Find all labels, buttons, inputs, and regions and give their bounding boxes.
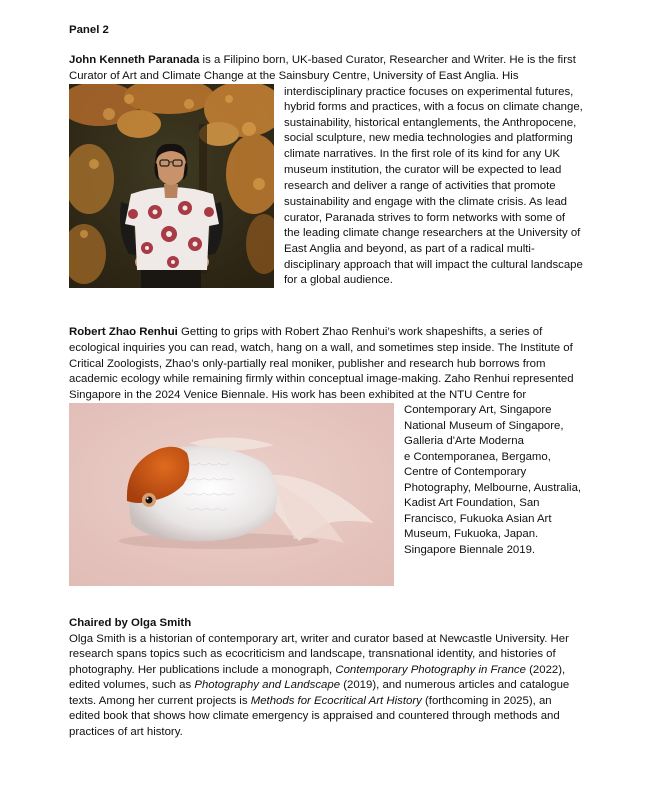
bio-line: climate narratives. In the first role of its kind for any UK	[284, 148, 561, 160]
bio-text: Getting to grips with Robert Zhao Renhui’s work shapeshifts, a series of	[177, 326, 543, 338]
bio-line: the leading climate change researchers at the University of	[284, 227, 581, 239]
book-title: Methods for Ecocritical Art History	[250, 694, 422, 707]
bio-line: museum institution, the curator will be expected to lead	[284, 164, 562, 176]
bio-line: Critical Zoologists, Zhao’s only-partially real moniker, publisher and research hub borrows from	[69, 357, 546, 370]
bio-line: practices of art history.	[69, 725, 183, 738]
bio-line: academic ecology while remaining firmly within conceptual image-making. Zaho Renhui represented	[69, 373, 574, 385]
bio-line	[69, 325, 542, 341]
bio-line: Olga Smith is a historian of contemporary art, writer and curator based at Newcastle University. Her	[69, 632, 569, 645]
bio-line: for a global audience.	[284, 274, 393, 286]
bio-text: (2022),	[525, 663, 566, 676]
bio-line: Centre of Contemporary	[404, 466, 527, 478]
speaker-name: Robert Zhao Renhui	[69, 326, 178, 338]
bio-line: East Anglia and beyond, as part of a radical multi-	[284, 242, 535, 255]
bio-line	[69, 694, 552, 710]
bio-text: (forthcoming in 2025), an	[421, 694, 552, 707]
speaker-name: John Kenneth Paranada	[69, 54, 200, 66]
chair-heading: Chaired by Olga Smith	[69, 617, 192, 629]
bio-text: photography. Her publications include a monograph,	[69, 663, 336, 676]
bio-line: Museum, Fukuoka, Japan.	[404, 528, 539, 540]
panel-title: Panel 2	[69, 24, 109, 36]
bio-line: social sculpture, new media technologies and platforming	[284, 132, 573, 144]
bio-line: sustainability, historical entanglements, the Anthropocene,	[284, 116, 577, 129]
bio-line	[69, 678, 569, 694]
bio-line: research and deliver a range of activities that promote	[284, 180, 556, 192]
book-title: Photography and Landscape	[194, 679, 341, 691]
bio-line: disciplinary approach that will impact the cultural landscape	[284, 258, 583, 271]
bio-line: Galleria d'Arte Moderna	[404, 435, 524, 447]
bio-text: is a Filipino born, UK-based Curator, Researcher and Writer. He is the first	[199, 54, 576, 66]
bio-line: sustainability and engage with the climate crisis. As lead	[284, 195, 568, 208]
bio-line: interdisciplinary practice focuses on experimental futures,	[284, 85, 574, 98]
bio-line: Curator of Art and Climate Change at the Sainsbury Centre, University of East Anglia. His	[69, 69, 519, 82]
speaker-photo-paranada	[69, 84, 274, 288]
bio-text: edited volumes, such as	[69, 679, 195, 691]
bio-line: Kadist Art Foundation, San	[404, 497, 540, 509]
bio-line	[69, 663, 565, 679]
bio-line	[69, 53, 576, 69]
bio-line: Contemporary Art, Singapore	[404, 404, 552, 416]
bio-line: curator, Paranada strives to form networks with some of	[284, 211, 566, 224]
bio-text: texts. Among her current projects is	[69, 694, 251, 707]
portrait-photo	[69, 84, 274, 288]
bio-line: edited book that shows how climate emergency is appraised and countered through methods and	[69, 710, 560, 722]
speaker-photo-zhao	[69, 403, 394, 586]
bio-line: Photography, Melbourne, Australia,	[404, 481, 582, 494]
bio-line: ecological inquiries you can read, watch, hang on a wall, and sometimes step inside. The Institute of	[69, 342, 573, 354]
goldfish-photo	[69, 403, 394, 586]
bio-line: Francisco, Fukuoka Asian Art	[404, 512, 552, 525]
bio-line: National Museum of Singapore,	[404, 419, 564, 432]
book-title: Contemporary Photography in France	[335, 663, 526, 676]
bio-line: Singapore Biennale 2019.	[404, 543, 536, 556]
bio-line: Singapore in the 2024 Venice Biennale. His work has been exhibited at the NTU Centre for	[69, 388, 527, 401]
bio-line: research spans topics such as ecocriticism and landscape, transnational identity, and histories of	[69, 648, 556, 660]
bio-text: (2019), and numerous articles and catalogue	[340, 679, 570, 691]
bio-line: e Contemporanea, Bergamo,	[404, 450, 551, 463]
bio-line: hybrid forms and practices, with a focus on climate change,	[284, 101, 583, 113]
